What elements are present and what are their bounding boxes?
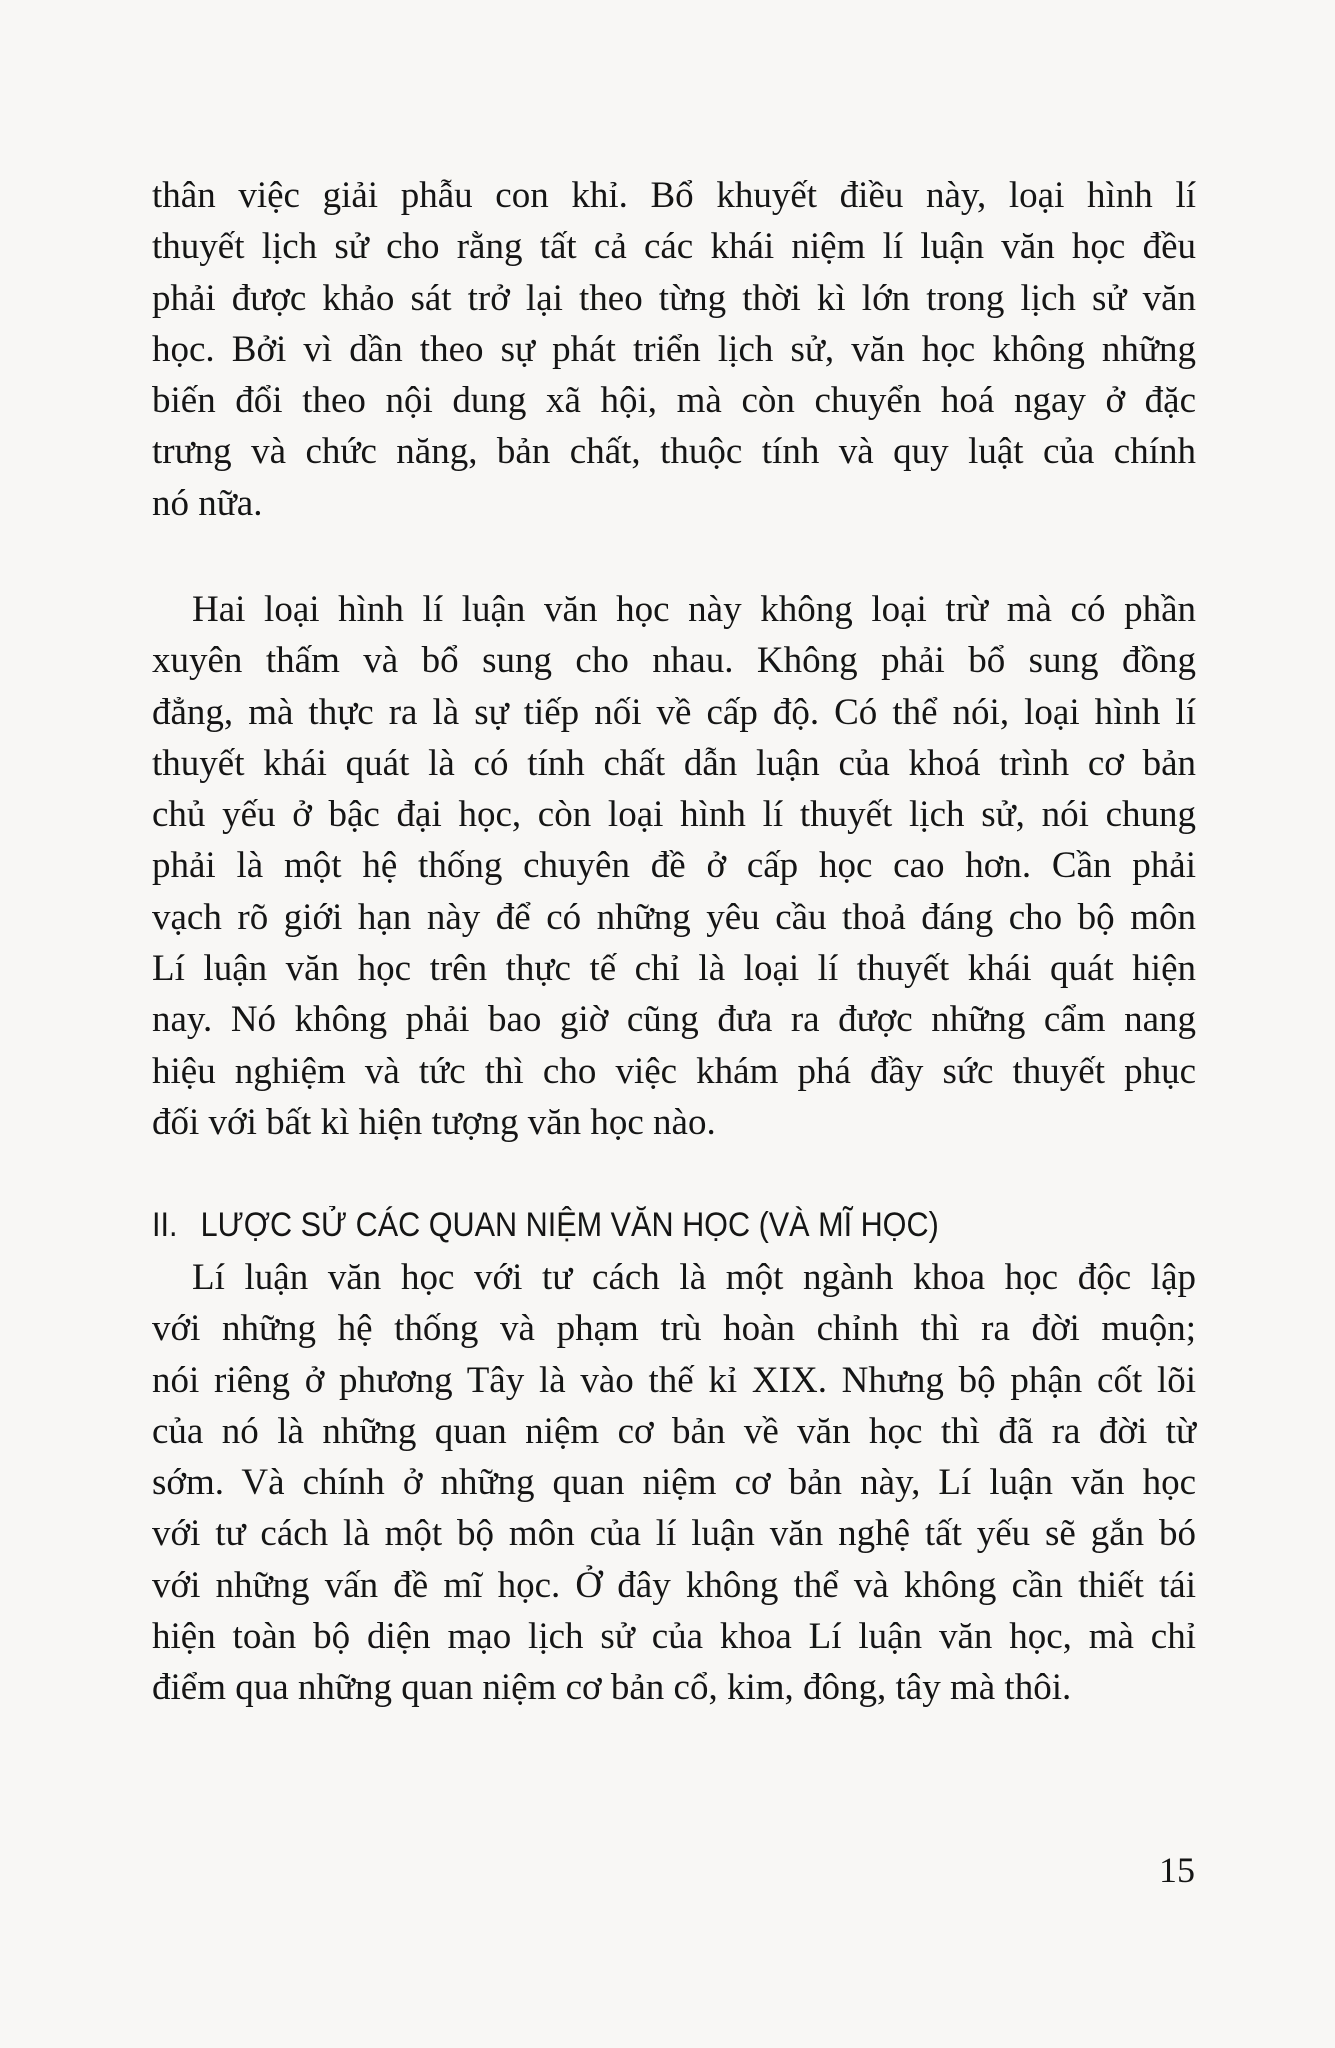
paragraph-3 xyxy=(152,1252,1196,1714)
text-line: Lí luận văn học với tư cách là một ngành khoa học độc lập xyxy=(192,1257,1196,1298)
text-line: trưng và chức năng, bản chất, thuộc tính và quy luật của chính xyxy=(152,431,1196,473)
text-line: thân việc giải phẫu con khỉ. Bổ khuyết điều này, loại hình lí xyxy=(152,175,1196,216)
text-line: phải là một hệ thống chuyên đề ở cấp học cao hơn. Cần phải xyxy=(152,845,1196,887)
text-line: với những vấn đề mĩ học. Ở đây không thể và không cần thiết tái xyxy=(152,1564,1196,1606)
text-line: với tư cách là một bộ môn của lí luận văn nghệ tất yếu sẽ gắn bó xyxy=(152,1513,1196,1555)
text-line: đối với bất kì hiện tượng văn học nào. xyxy=(152,1101,716,1143)
paragraph-1 xyxy=(152,170,1196,529)
text-line: chủ yếu ở bậc đại học, còn loại hình lí thuyết lịch sử, nói chung xyxy=(152,794,1196,836)
page-number: 15 xyxy=(1159,1850,1195,1890)
text-line: Hai loại hình lí luận văn học này không loại trừ mà có phần xyxy=(192,589,1196,630)
text-line: thuyết khái quát là có tính chất dẫn luận của khoá trình cơ bản xyxy=(152,742,1196,784)
text-line: của nó là những quan niệm cơ bản về văn học thì đã ra đời từ xyxy=(152,1410,1196,1452)
paragraph-2 xyxy=(152,584,1196,1148)
text-line: hiện toàn bộ diện mạo lịch sử của khoa Lí luận văn học, mà chỉ xyxy=(152,1616,1196,1658)
text-line: điểm qua những quan niệm cơ bản cổ, kim, đông, tây mà thôi. xyxy=(152,1667,1072,1709)
text-line: thuyết lịch sử cho rằng tất cả các khái niệm lí luận văn học đều xyxy=(152,226,1196,268)
text-line: sớm. Và chính ở những quan niệm cơ bản này, Lí luận văn học xyxy=(152,1462,1196,1504)
text-line: với những hệ thống và phạm trù hoàn chỉnh thì ra đời muộn; xyxy=(152,1308,1196,1350)
text-line: nó nữa. xyxy=(152,482,263,524)
section-number: II. xyxy=(152,1206,178,1244)
text-line: nay. Nó không phải bao giờ cũng đưa ra được những cẩm nang xyxy=(152,999,1196,1041)
text-line: Lí luận văn học trên thực tế chỉ là loại lí thuyết khái quát hiện xyxy=(152,948,1196,990)
section-heading xyxy=(152,1200,1092,1251)
section-title: LƯỢC SỬ CÁC QUAN NIỆM VĂN HỌC (VÀ MĨ HỌC) xyxy=(200,1206,939,1244)
text-line: học. Bởi vì dần theo sự phát triển lịch sử, văn học không những xyxy=(152,328,1196,370)
text-line: phải được khảo sát trở lại theo từng thời kì lớn trong lịch sử văn xyxy=(152,277,1196,319)
text-line: xuyên thấm và bổ sung cho nhau. Không phải bổ sung đồng xyxy=(152,640,1196,682)
text-line: đẳng, mà thực ra là sự tiếp nối về cấp độ. Có thể nói, loại hình lí xyxy=(152,691,1196,733)
text-line: nói riêng ở phương Tây là vào thế kỉ XIX. Nhưng bộ phận cốt lõi xyxy=(152,1359,1196,1401)
text-line: hiệu nghiệm và tức thì cho việc khám phá đầy sức thuyết phục xyxy=(152,1050,1196,1092)
text-line: biến đổi theo nội dung xã hội, mà còn chuyển hoá ngay ở đặc xyxy=(152,380,1196,422)
text-line: vạch rõ giới hạn này để có những yêu cầu thoả đáng cho bộ môn xyxy=(152,896,1196,938)
